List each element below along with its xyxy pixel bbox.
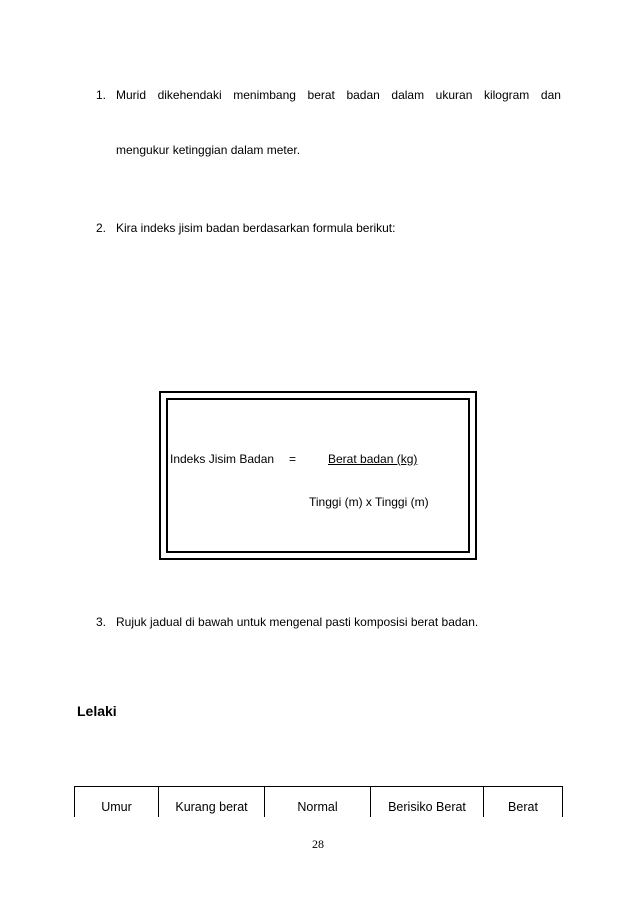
word: badan bbox=[346, 88, 380, 102]
word: dan bbox=[540, 88, 561, 102]
item-2-text: Kira indeks jisim badan berdasarkan formula berikut: bbox=[116, 221, 396, 235]
formula-denominator: Tinggi (m) x Tinggi (m) bbox=[309, 495, 429, 509]
page-number: 28 bbox=[312, 837, 324, 851]
item-2-number: 2. bbox=[96, 221, 107, 235]
table-header-row bbox=[75, 787, 563, 818]
item-1-line-1 bbox=[116, 88, 561, 102]
section-heading: Lelaki bbox=[77, 703, 117, 719]
formula-box-inner-border bbox=[166, 398, 470, 553]
word: menimbang bbox=[233, 88, 296, 102]
formula-numerator: Berat badan (kg) bbox=[328, 452, 418, 466]
formula-box bbox=[159, 391, 477, 560]
item-3-text: Rujuk jadual di bawah untuk mengenal pasti komposisi berat badan. bbox=[116, 615, 479, 629]
formula-equals: = bbox=[289, 452, 297, 466]
word: Murid bbox=[116, 88, 147, 102]
header-cell-berat: Berat bbox=[484, 787, 563, 818]
word: dikehendaki bbox=[157, 88, 222, 102]
header-cell-umur: Umur bbox=[75, 787, 159, 818]
word: ukuran bbox=[435, 88, 473, 102]
formula-label: Indeks Jisim Badan bbox=[170, 452, 275, 466]
item-1-number: 1. bbox=[96, 88, 107, 102]
word: berat bbox=[307, 88, 335, 102]
word: kilogram bbox=[483, 88, 530, 102]
header-cell-berisiko-berat: Berisiko Berat bbox=[371, 787, 484, 818]
item-1-line-2: mengukur ketinggian dalam meter. bbox=[116, 143, 301, 157]
header-cell-normal: Normal bbox=[265, 787, 371, 818]
word: dalam bbox=[391, 88, 425, 102]
header-cell-kurang-berat: Kurang berat bbox=[159, 787, 265, 818]
item-3-number: 3. bbox=[96, 615, 107, 629]
weight-table bbox=[74, 786, 563, 817]
